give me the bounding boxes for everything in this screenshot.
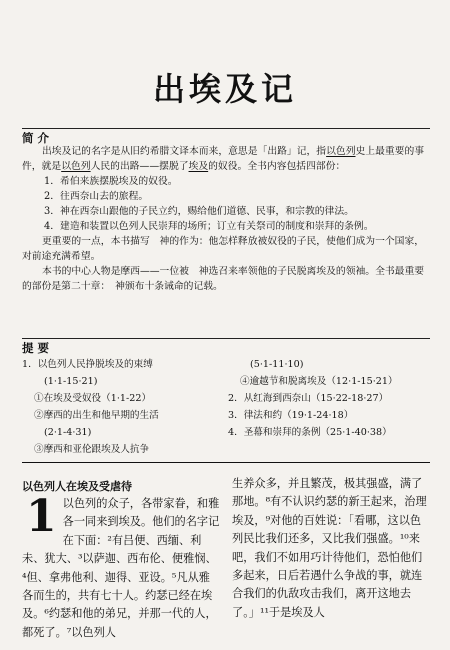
intro-text: 的奴役。全书内容包括四部份： [208, 161, 346, 172]
book-title: 出埃及记 [152, 70, 297, 108]
outline-item: ②摩西的出生和他早期的生活 [34, 410, 159, 421]
section-heading: 以色列人在埃及受虐待 [22, 480, 132, 493]
outline-item: ③摩西和亚伦跟埃及人抗争 [34, 444, 150, 455]
intro-underlined-term: 以色列 [61, 161, 91, 172]
outline-heading: 提 要 [22, 341, 50, 355]
outline-item: 1．以色列人民挣脱埃及的束缚 [22, 359, 153, 370]
intro-text: 出埃及记的名字是从旧约希腊文译本而来，意思是「出路」记，指 [42, 146, 327, 157]
chapter-number: 1 [26, 491, 57, 542]
intro-list [22, 174, 430, 234]
intro-paragraph-2: 更重要的一点，本书描写 神的作为：他怎样释放被奴役的子民，使他们成为一个国家，对前途充满希望。 [22, 236, 425, 262]
outline-left-column [22, 356, 232, 458]
intro-list-item: 2．往西奈山去的旅程。 [44, 191, 149, 202]
intro-paragraph-1 [22, 144, 430, 174]
outline-item: 2．从红海到西奈山（15·22-18·27） [228, 393, 389, 404]
intro-list-item: 3．神在西奈山跟他的子民立约，赐给他们道德、民事，和宗教的律法。 [44, 206, 354, 217]
outline-item: 4．圣幕和崇拜的条例（25·1-40·38） [228, 427, 392, 438]
intro-underlined-term: 埃及 [188, 161, 209, 172]
outline-item: ①在埃及受奴役（1·1-22） [34, 393, 152, 404]
scripture-text: 生养众多，并且繁茂，极其强盛，满了那地。⁸有不认识约瑟的新王起来，治理埃及，⁹对他的百姓说：「看哪，这以色列民比我们还多，又比我们强盛。¹⁰来吧，我们不如用巧计待他们，恐怕他们多起来，日后若遇什么争战的事，就连合我们的仇敌攻击我们，离开这地去了。」¹¹于是埃及人 [232, 477, 427, 619]
outline-item: (5·1-11·10) [250, 359, 304, 370]
scripture-left-column [22, 491, 220, 642]
scripture-text: 以色列的众子，各带家眷，和雅各一同来到埃及。他们的名字记在下面：²有吕便、西缅、利未、犹大、³以萨迦、西布伦、便雅悯、⁴但、拿弗他利、迦得、亚设。⁵凡从雅各而生的，共有七十人。约瑟已经在埃及。⁶约瑟和他的弟兄，并那一代的人，都死了。⁷以色列人 [22, 497, 220, 639]
intro-list-item: 4．建造和装置以色列人民崇拜的场所；订立有关祭司的制度和崇拜的条例。 [44, 221, 374, 232]
outline-right-column [228, 356, 438, 441]
intro-list-item: 1．希伯来族摆脱埃及的奴役。 [44, 176, 178, 187]
intro-paragraph-3: 本书的中心人物是摩西——一位被 神选召来率领他的子民脱离埃及的领袖。全书最重要的部份是第二十章： 神颁布十条诫命的记载。 [22, 266, 425, 292]
intro-text: 史上最重要的事件，就是 [22, 146, 425, 172]
intro-rule [22, 128, 430, 129]
outline-item: ④逾越节和脱离埃及（12·1-15·21） [240, 376, 398, 387]
intro-text: 人民的出路——摆脱了 [90, 161, 189, 172]
outline-item: (1·1-15·21) [44, 376, 98, 387]
section-divider [22, 462, 430, 463]
outline-rule [22, 338, 430, 339]
intro-underlined-term: 以色列 [326, 146, 356, 157]
outline-item: 3．律法和约（19·1-24·18） [228, 410, 354, 421]
scripture-right-column [232, 475, 432, 622]
intro-heading: 简 介 [22, 131, 50, 145]
intro-section [22, 144, 430, 294]
outline-item: (2·1-4·31) [44, 427, 92, 438]
